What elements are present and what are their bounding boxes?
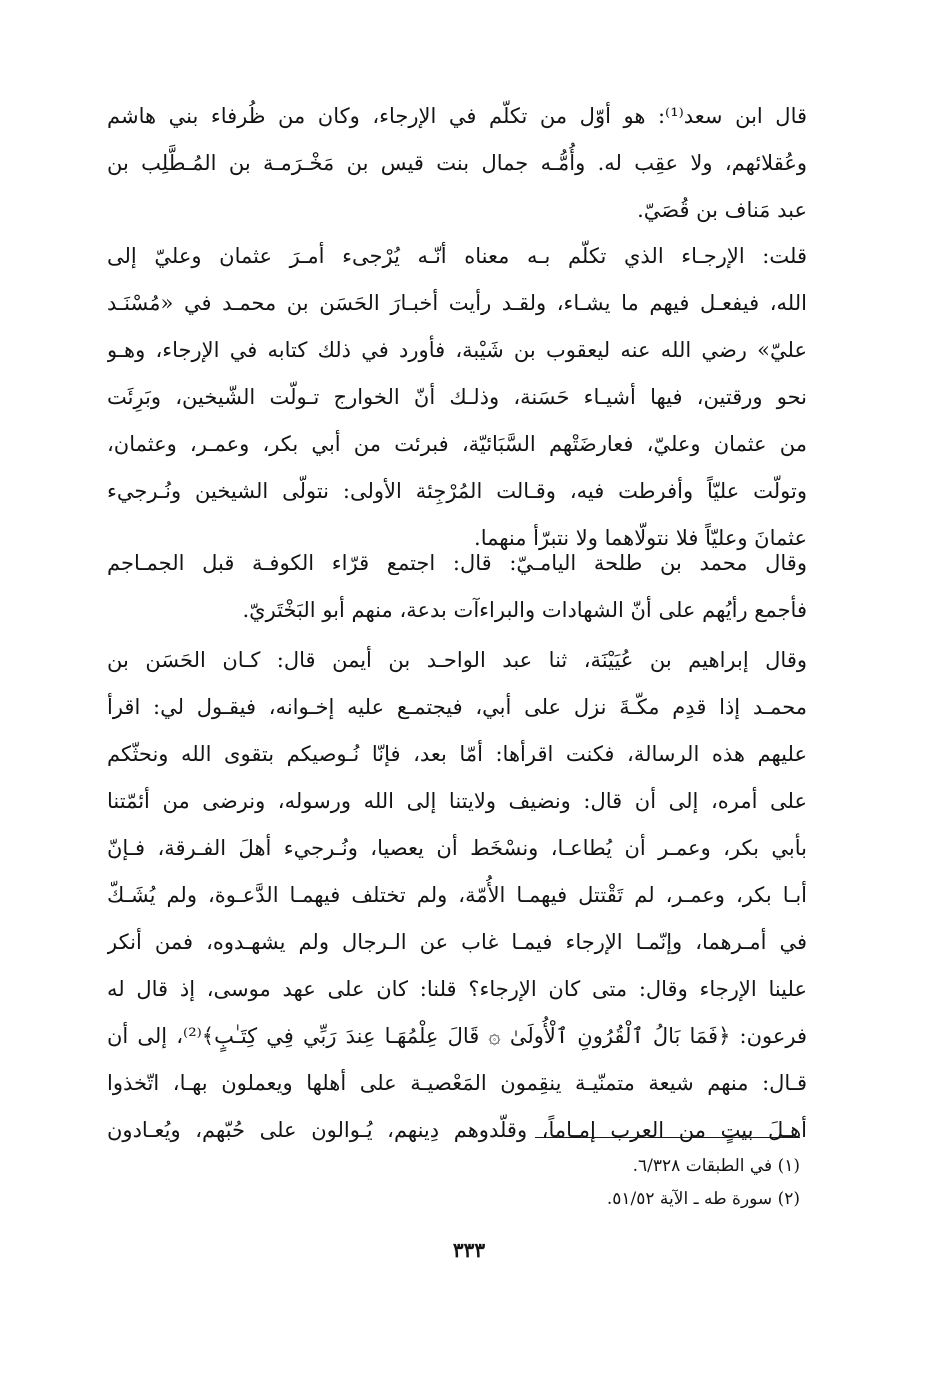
text-line: وعُقلائهم، ولا عقِب له. وأُمُّـه جمال بنت قيس بن مَخْـرَمـة بن المُـطَّلِب بن bbox=[107, 151, 807, 175]
text-line: فأجمع رأيُهم على أنّ الشهادات والبراءآت بدعة، منهم أبو البَخْتَريّ. bbox=[242, 598, 807, 622]
footnotes bbox=[420, 1150, 800, 1216]
text-line: في أمـرهما، وإنّمـا الإرجاء فيمـا غاب عن الـرجال ولم يشهـدوه، فمن أنكر bbox=[107, 930, 807, 954]
text-line: عليّ» رضي الله عنه ليعقوب بن شَيْبة، فأورد في ذلك كتابه في الإرجاء، وهـو bbox=[107, 338, 807, 362]
text-line: على أمره، إلى أن قال: ونضيف ولايتنا إلى الله ورسوله، ونرضى من أئمّتنا bbox=[107, 789, 807, 813]
text-line: نحو ورقتين، فيها أشيـاء حَسَنة، وذلـك أنّ الخوارج تـولّت الشّيخين، وبَرِئَت bbox=[107, 385, 807, 409]
text-line: أبـا بكر، وعمـر، لم تَقْتتل فيهمـا الأُمّة، ولم تختلف فيهمـا الدَّعـوة، ولم يُشَـكّ bbox=[107, 883, 807, 907]
text-line: قـال: منهم شيعة متمنّيـة ينقِمون المَعْصيـة على أهلها ويعملون بهـا، اتّخذوا bbox=[107, 1071, 807, 1095]
text-line: عبد مَناف بن قُصَيّ. bbox=[637, 198, 807, 222]
page-number: ٣٣٣ bbox=[452, 1238, 486, 1262]
text-line: بأبي بكر، وعمـر أن يُطاعـا، ونسْخَط أن يعصيا، ونُـرجيء أهلَ الفـرقة، فـإنّ bbox=[107, 836, 807, 860]
text-line: الله، فيفعـل فيهم ما يشـاء، ولقـد رأيت أخبـارَ الحَسَن بن محمـد في «مُسْنَـد bbox=[107, 291, 807, 315]
paragraph-irja-meaning bbox=[107, 233, 807, 562]
text-line: عثمانَ وعليّاً فلا نتولّاهما ولا نتبرّأ منهما. bbox=[474, 526, 807, 550]
text-line: وقال محمد بن طلحة اليامـيّ: قال: اجتمع قرّاء الكوفـة قبل الجمـاجم bbox=[107, 551, 807, 575]
text-line: قال ابن سعد⁽¹⁾: هو أوّل من تكلّم في الإرجاء، وكان من ظُرفاء بني هاشم bbox=[107, 104, 807, 128]
text-line: أهـلَ بيتٍ من العرب إمـاماً، وقلّدوهم دِينهم، يُـوالون على حُبّهم، ويُعـادون bbox=[107, 1118, 807, 1142]
text-line: وقال إبراهيم بن عُيَيْنَة، ثنا عبد الواحـد بن أيمن قال: كـان الحَسَن بن bbox=[107, 648, 807, 672]
text-line: فرعون: ﴿فَمَا بَالُ ٱلْقُرُونِ ٱلْأُولَىٰ ۞ قَالَ عِلْمُهَـا عِندَ رَبِّي فِي كِتَـٰبٍ﴾⁽²⁾، إلى أن bbox=[107, 1024, 807, 1048]
text-line: قلت: الإرجـاء الذي تكلّم بـه معناه أنّـه يُرْجىء أمـرَ عثمان وعليّ إلى bbox=[107, 244, 807, 268]
paragraph-ibrahim-ibn-uyayna bbox=[107, 637, 807, 1154]
paragraph-ibn-saad bbox=[107, 93, 807, 234]
footnote-1: (١) في الطبقات ٦/٣٢٨. bbox=[632, 1156, 800, 1176]
text-line: من عثمان وعليّ، فعارضَتْهم السَّبَائيّة، فبرئت من أبي بكر، وعمـر، وعثمان، bbox=[107, 432, 807, 456]
footnote-divider bbox=[535, 1137, 800, 1138]
text-line: محمـد إذا قدِم مكّـةَ نزل على أبي، فيجتمـع عليه إخـوانه، فيقـول لي: اقرأ bbox=[107, 695, 807, 719]
text-line: عليهم هذه الرسالة، فكنت اقرأها: أمّا بعد، فإنّا نُـوصيكم بتقوى الله ونحثّكم bbox=[107, 742, 807, 766]
footnote-2: (٢) سورة طه ـ الآية ٥١/٥٢. bbox=[606, 1189, 800, 1209]
text-line: وتولّت عليّاً وأفرطت فيه، وقـالت المُرْجِئة الأولى: نتولّى الشيخين ونُـرجيء bbox=[107, 479, 807, 503]
paragraph-muhammad-ibn-talha bbox=[107, 540, 807, 634]
text-line: علينا الإرجاء وقال: متى كان الإرجاء؟ قلنا: كان على عهد موسى، إذ قال له bbox=[107, 977, 807, 1001]
